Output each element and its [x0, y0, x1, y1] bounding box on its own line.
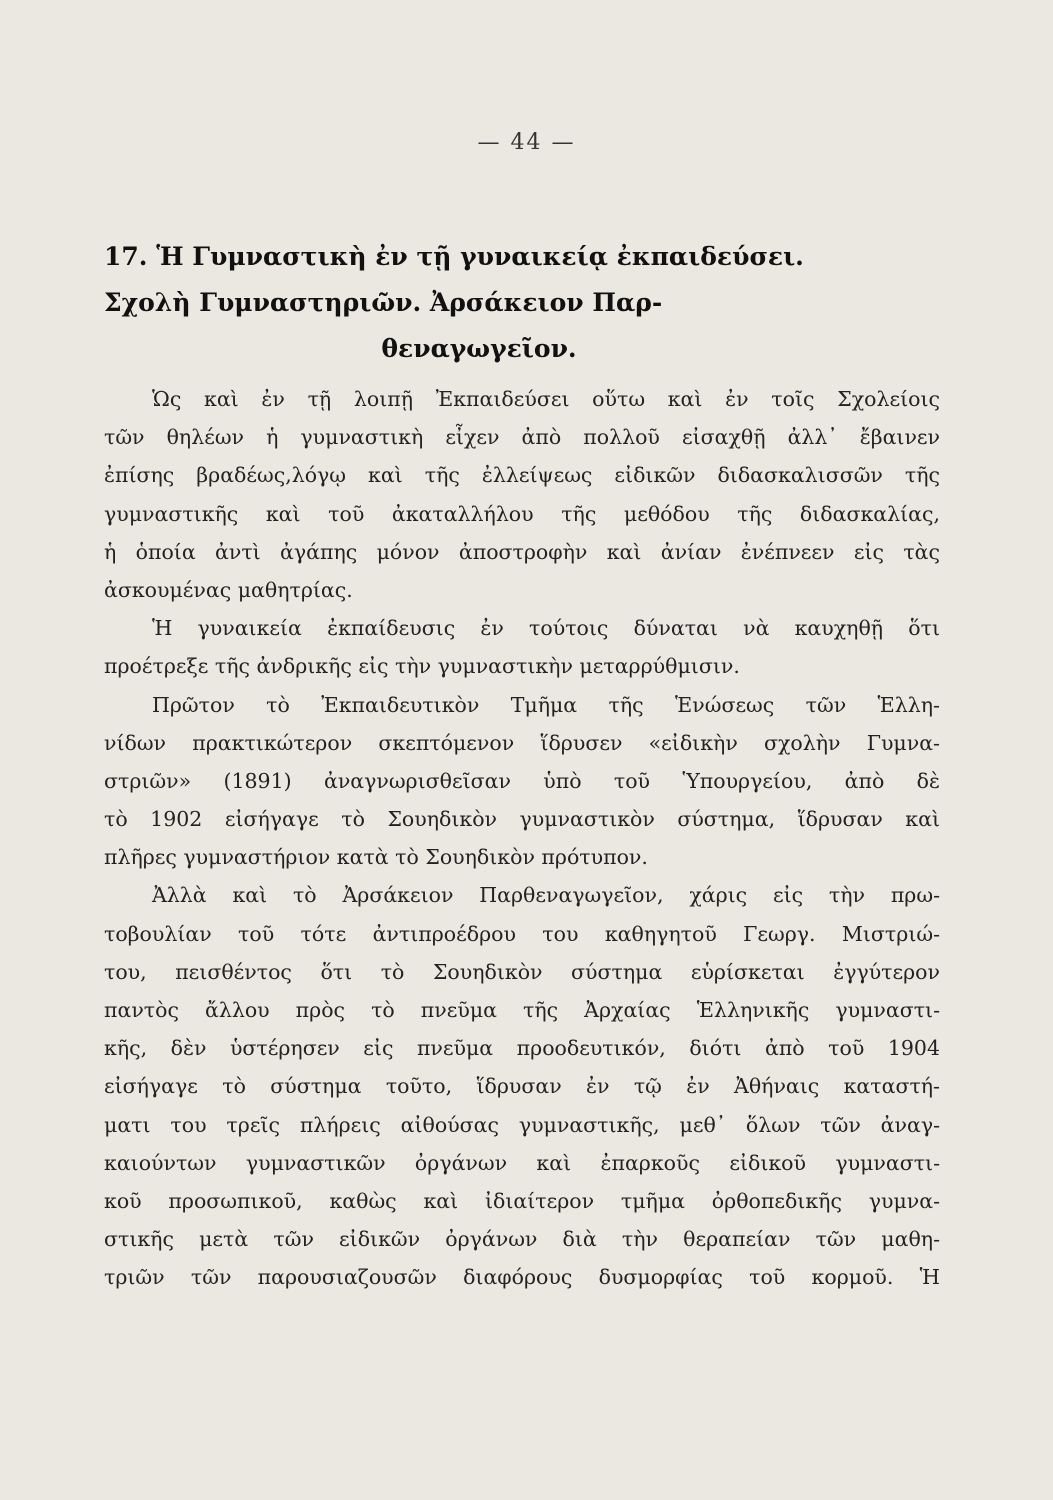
text-line: Πρῶτον τὸ Ἐκπαιδευτικὸν Τμῆμα τῆς Ἑνώσεως τῶν Ἑλλη- — [152, 692, 940, 717]
text-line: γυμναστικῆς καὶ τοῦ ἀκαταλλήλου τῆς μεθόδου τῆς διδασκαλίας, — [104, 501, 940, 526]
text-line: παντὸς ἄλλου πρὸς τὸ πνεῦμα τῆς Ἀρχαίας Ἑλληνικῆς γυμναστι- — [104, 998, 940, 1022]
text-line: κοῦ προσωπικοῦ, καθὼς καὶ ἰδιαίτερον τμῆμα ὀρθοπεδικῆς γυμνα- — [104, 1188, 940, 1213]
text-line: τοβουλίαν τοῦ τότε ἀντιπροέδρου του καθηγητοῦ Γεωργ. Μιστριώ- — [104, 921, 940, 946]
text-line: ματι του τρεῖς πλήρεις αἰθούσας γυμναστικῆς, μεθ᾽ ὅλων τῶν ἀναγ- — [104, 1112, 940, 1137]
text-line: ἐπίσης βραδέως,λόγῳ καὶ τῆς ἐλλείψεως εἰδικῶν διδασκαλισσῶν τῆς — [104, 463, 940, 488]
body-text — [104, 380, 940, 1297]
text-line: τριῶν τῶν παρουσιαζουσῶν διαφόρους δυσμορφίας τοῦ κορμοῦ. Ἡ — [104, 1265, 940, 1290]
text-line: τῶν θηλέων ἡ γυμναστικὴ εἶχεν ἀπὸ πολλοῦ εἰσαχθῇ ἀλλ᾽ ἔβαινεν — [104, 425, 940, 450]
text-line: Ἡ γυναικεία ἐκπαίδευσις ἐν τούτοις δύναται νὰ καυχηθῇ ὅτι — [152, 616, 940, 641]
heading-line-2: Σχολὴ Γυμναστηριῶν. Ἀρσάκειον Παρ- — [104, 288, 663, 317]
text-line: πλῆρες γυμναστήριον κατὰ τὸ Σουηδικὸν πρότυπον. — [104, 845, 648, 870]
text-line: προέτρεξε τῆς ἀνδρικῆς εἰς τὴν γυμναστικὴν μεταρρύθμισιν. — [104, 654, 740, 679]
text-line: ἡ ὁποία ἀντὶ ἀγάπης μόνον ἀποστροφὴν καὶ ἀνίαν ἐνέπνεεν εἰς τὰς — [104, 539, 940, 564]
text-line: Ὡς καὶ ἐν τῇ λοιπῇ Ἐκπαιδεύσει οὕτω καὶ ἐν τοῖς Σχολείοις — [152, 387, 940, 411]
text-line: του, πεισθέντος ὅτι τὸ Σουηδικὸν σύστημα εὑρίσκεται ἐγγύτερον — [104, 959, 940, 984]
page-number: — 44 — — [477, 130, 576, 155]
section-heading — [104, 234, 944, 372]
heading-line-3: θεναγωγεῖον. — [381, 334, 577, 363]
text-line: εἰσήγαγε τὸ σύστημα τοῦτο, ἵδρυσαν ἐν τῷ ἐν Ἀθήναις καταστή- — [104, 1074, 940, 1099]
heading-line-1: 17. Ἡ Γυμναστικὴ ἐν τῇ γυναικείᾳ ἐκπαιδεύσει. — [104, 242, 804, 271]
text-line: κῆς, δὲν ὑστέρησεν εἰς πνεῦμα προοδευτικόν, διότι ἀπὸ τοῦ 1904 — [104, 1036, 940, 1061]
text-line: ἀσκουμένας μαθητρίας. — [104, 577, 353, 602]
text-line: Ἀλλὰ καὶ τὸ Ἀρσάκειον Παρθεναγωγεῖον, χάρις εἰς τὴν πρω- — [152, 883, 940, 908]
text-line: τὸ 1902 εἰσήγαγε τὸ Σουηδικὸν γυμναστικὸν σύστημα, ἵδρυσαν καὶ — [104, 807, 940, 832]
text-line: καιούντων γυμναστικῶν ὀργάνων καὶ ἐπαρκοῦς εἰδικοῦ γυμναστι- — [104, 1150, 940, 1175]
text-line: στριῶν» (1891) ἀναγνωρισθεῖσαν ὑπὸ τοῦ Ὑπουργείου, ἀπὸ δὲ — [104, 768, 940, 793]
text-line: νίδων πρακτικώτερον σκεπτόμενον ἵδρυσεν «εἰδικὴν σχολὴν Γυμνα- — [104, 730, 940, 755]
text-line: στικῆς μετὰ τῶν εἰδικῶν ὀργάνων διὰ τὴν θεραπείαν τῶν μαθη- — [104, 1227, 940, 1252]
